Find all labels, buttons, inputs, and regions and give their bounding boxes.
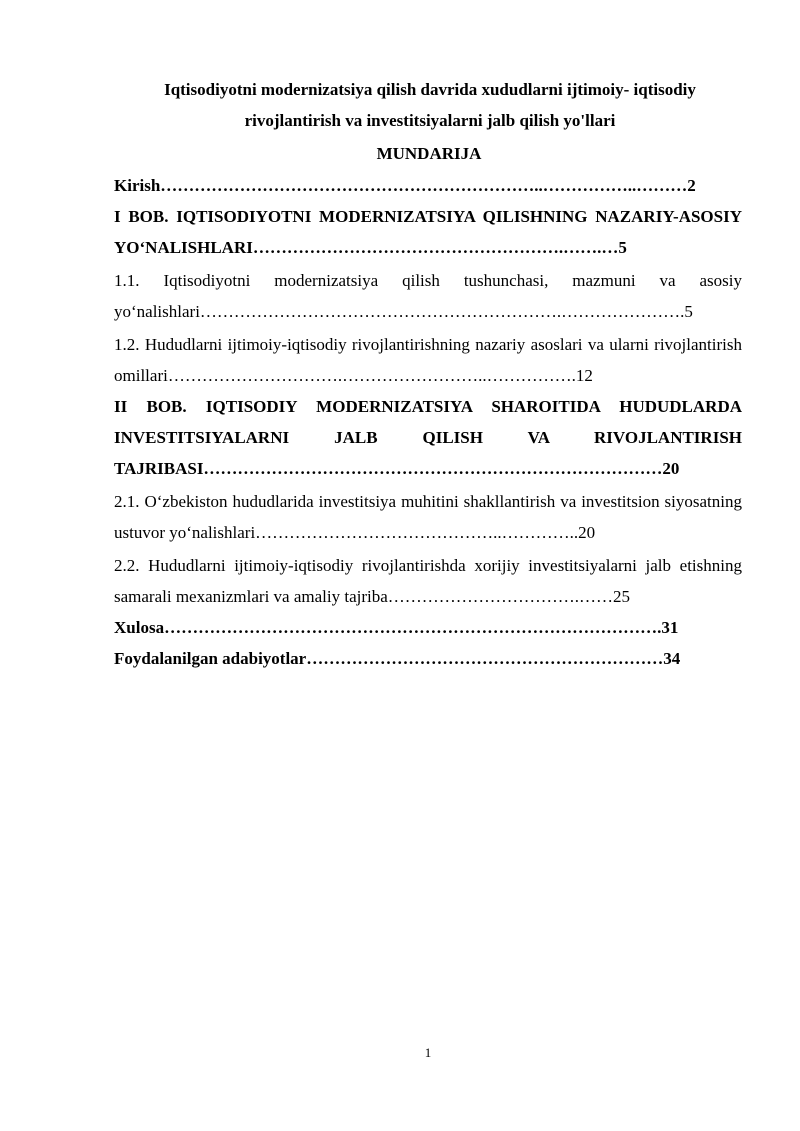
toc-entry-section-2-1: 2.1. O‘zbekiston hududlarida investitsiya muhitini shakllantirish va investitsion siyosatning ustuvor yo‘nalishlari……………………………………..…………..20 [114,492,742,542]
toc-entry-section-2-2: 2.2. Hududlarni ijtimoiy-iqtisodiy rivojlantirishda xorijiy investitsiyalarni jalb etishning samarali mexanizmlari va amaliy tajriba…………………………….……25 [114,556,742,606]
toc-entry-section-1-2: 1.2. Hududlarni ijtimoiy-iqtisodiy rivojlantirishning nazariy asoslari va ularni rivojlantirish omillari………………………….……………………..…………….12 [114,335,742,385]
toc-entry-chapter-1: I BOB. IQTISODIYOTNI MODERNIZATSIYA QILISHNING NAZARIY-ASOSIY YO‘NALISHLARI……………………………………………….…….…5 [114,207,742,257]
toc-entry-intro: Kirish…………………………………………………………..……………..………2 [114,176,696,195]
page-number: 1 [424,1045,432,1060]
table-of-contents [114,170,742,674]
title-line-2: rivojlantirish va investitsiyalarni jalb qilish yo'llari [244,111,616,130]
toc-entry-references: Foydalanilgan adabiyotlar………………………………………………………34 [114,649,681,668]
toc-entry-section-1-1: 1.1. Iqtisodiyotni modernizatsiya qilish tushunchasi, mazmuni va asosiy yo‘nalishlari……………………………………………………….………………….5 [114,271,742,321]
toc-entry-conclusion: Xulosa…………………………………………………………………………….31 [114,618,679,637]
toc-heading: MUNDARIJA [376,144,482,163]
toc-entry-chapter-2: II BOB. IQTISODIY MODERNIZATSIYA SHAROITIDA HUDUDLARDA INVESTITSIYALARNI JALB QILISH VA RIVOJLANTIRISH TAJRIBASI………………………………………………………………………20 [114,397,742,478]
document-title [95,74,765,136]
title-line-1: Iqtisodiyotni modernizatsiya qilish davrida xududlarni ijtimoiy- iqtisodiy [164,80,696,99]
